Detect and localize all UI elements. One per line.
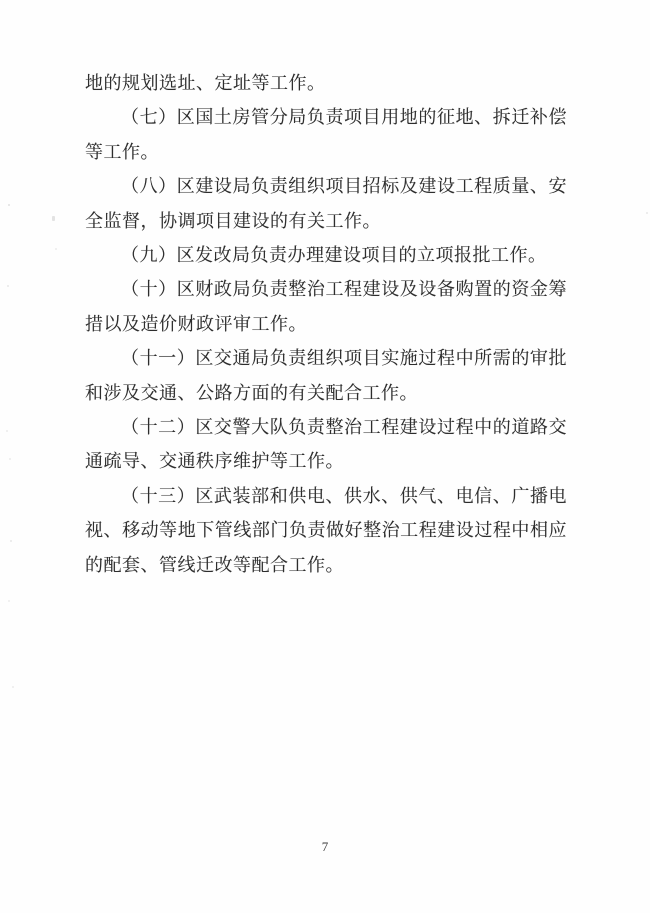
page-number: 7 bbox=[321, 839, 329, 854]
paragraph-item-10: （十）区财政局负责整治工程建设及设备购置的资金筹措以及造价财政评审工作。 bbox=[85, 279, 567, 334]
scan-speckle bbox=[55, 248, 57, 250]
scan-speckle bbox=[7, 285, 9, 287]
document-body bbox=[85, 66, 567, 582]
scan-speckle bbox=[6, 430, 8, 432]
paragraph-continuation: 地的规划选址、定址等工作。 bbox=[85, 73, 326, 93]
paragraph-item-11: （十一）区交通局负责组织项目实施过程中所需的审批和涉及交通、公路方面的有关配合工作。 bbox=[85, 348, 567, 403]
paragraph-item-12: （十二）区交警大队负责整治工程建设过程中的道路交通疏导、交通秩序维护等工作。 bbox=[85, 417, 567, 472]
scan-speckle bbox=[8, 204, 10, 206]
paragraph-item-13: （十三）区武装部和供电、供水、供气、电信、广播电视、移动等地下管线部门负责做好整治工程建设过程中相应的配套、管线迁改等配合工作。 bbox=[85, 485, 567, 575]
paragraph-item-8: （八）区建设局负责组织项目招标及建设工程质量、安全监督，协调项目建设的有关工作。 bbox=[85, 176, 567, 231]
scan-speckle bbox=[9, 458, 11, 460]
paragraph-item-9: （九）区发改局负责办理建设项目的立项报批工作。 bbox=[121, 245, 547, 266]
scan-speckle bbox=[12, 686, 14, 688]
scan-speckle bbox=[8, 600, 10, 602]
scan-speckle bbox=[646, 212, 648, 214]
paragraph-item-7: （七）区国土房管分局负责项目用地的征地、拆迁补偿等工作。 bbox=[85, 107, 567, 162]
scan-speckle bbox=[52, 216, 55, 221]
scan-speckle bbox=[10, 540, 12, 542]
